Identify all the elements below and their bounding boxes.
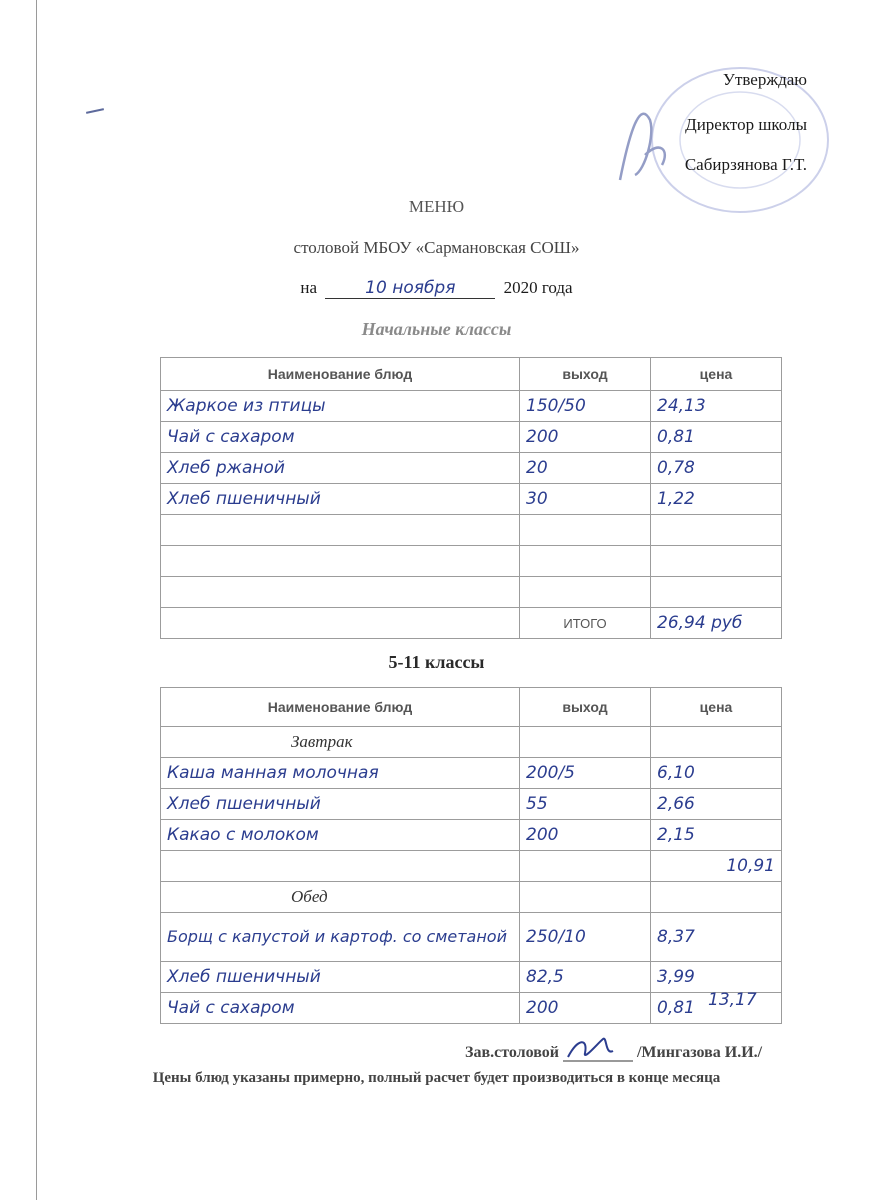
approval-line-3: Сабирзянова Г.Т.	[684, 155, 807, 174]
dish-price: 0,81	[651, 993, 782, 1024]
dish-price: 0,78	[651, 453, 782, 484]
dish-name: Хлеб пшеничный	[161, 789, 520, 820]
meal-row	[161, 727, 782, 758]
total-row	[161, 608, 782, 639]
dish-yield: 55	[520, 789, 651, 820]
menu-date	[0, 278, 873, 299]
table-row	[161, 820, 782, 851]
dish-name: Каша манная молочная	[161, 758, 520, 789]
dish-yield: 150/50	[520, 391, 651, 422]
dish-yield: 200/5	[520, 758, 651, 789]
dish-name: Борщ с капустой и картоф. со сметаной	[161, 913, 520, 962]
footer-note: Цены блюд указаны примерно, полный расчет будет производиться в конце месяца	[152, 1070, 721, 1086]
dish-yield: 200	[520, 820, 651, 851]
dish-price: 6,10	[651, 758, 782, 789]
dish-name: Хлеб пшеничный	[161, 484, 520, 515]
dish-price: 2,15	[651, 820, 782, 851]
meal-row	[161, 882, 782, 913]
table-row	[161, 962, 782, 993]
header-dish: Наименование блюд	[161, 358, 520, 391]
dish-name: Какао с молоком	[161, 820, 520, 851]
menu-title: МЕНЮ	[408, 197, 465, 216]
secondary-menu-table	[160, 687, 782, 1024]
primary-section-title: Начальные классы	[361, 319, 512, 339]
approval-line-2: Директор школы	[685, 115, 807, 134]
date-suffix: 2020 года	[503, 278, 573, 297]
table-row	[161, 453, 782, 484]
dish-price: 24,13	[651, 391, 782, 422]
empty-row	[161, 546, 782, 577]
dish-name: Жаркое из птицы	[161, 391, 520, 422]
menu-subtitle: столовой МБОУ «Сармановская СОШ»	[293, 238, 580, 257]
empty-row	[161, 515, 782, 546]
header-yield: выход	[520, 688, 651, 727]
table-row	[161, 758, 782, 789]
total-value: 26,94 руб	[651, 608, 782, 639]
table-row	[161, 484, 782, 515]
lunch-total: 13,17	[708, 990, 757, 1010]
subtotal-row	[161, 851, 782, 882]
header-dish: Наименование блюд	[161, 688, 520, 727]
date-prefix: на	[300, 278, 318, 297]
dish-yield: 200	[520, 422, 651, 453]
scan-edge-line	[36, 0, 37, 1200]
secondary-section-title: 5-11 классы	[388, 652, 485, 672]
dish-name: Хлеб пшеничный	[161, 962, 520, 993]
dish-yield: 82,5	[520, 962, 651, 993]
dish-name: Чай с сахаром	[161, 993, 520, 1024]
dish-name: Хлеб ржаной	[161, 453, 520, 484]
dish-price: 8,37	[651, 913, 782, 962]
approval-line-1: Утверждаю	[722, 70, 807, 89]
empty-row	[161, 577, 782, 608]
dish-yield: 30	[520, 484, 651, 515]
table-row	[161, 913, 782, 962]
signature-role-text: Зав.столовой	[465, 1044, 559, 1061]
table-row	[161, 789, 782, 820]
header-price: цена	[651, 358, 782, 391]
header-yield: выход	[520, 358, 651, 391]
dish-price: 1,22	[651, 484, 782, 515]
header-price: цена	[651, 688, 782, 727]
signature-scribble	[563, 1033, 633, 1063]
pen-mark	[86, 108, 104, 114]
table-row	[161, 422, 782, 453]
table-row	[161, 391, 782, 422]
dish-name: Чай с сахаром	[161, 422, 520, 453]
signature-name: /Мингазова И.И./	[636, 1044, 763, 1061]
dish-price: 0,81	[651, 422, 782, 453]
breakfast-label: Завтрак	[161, 727, 520, 758]
table-row	[161, 993, 782, 1024]
dish-yield: 20	[520, 453, 651, 484]
breakfast-total: 10,91	[651, 851, 782, 882]
dish-price: 3,99	[651, 962, 782, 993]
dish-price: 2,66	[651, 789, 782, 820]
date-handwritten: 10 ноября	[325, 278, 495, 299]
primary-menu-table	[160, 357, 782, 639]
dish-yield: 250/10	[520, 913, 651, 962]
dish-yield: 200	[520, 993, 651, 1024]
total-label: ИТОГО	[520, 608, 651, 639]
lunch-label: Обед	[161, 882, 520, 913]
signature-line	[465, 1033, 762, 1063]
